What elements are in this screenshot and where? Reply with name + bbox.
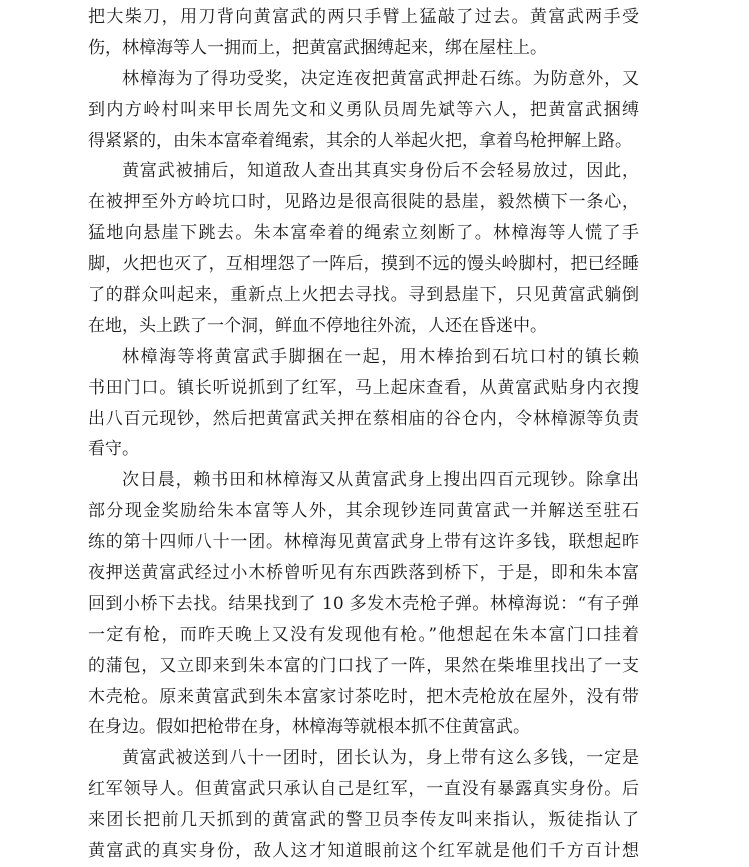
text-line-17: 部分现金奖励给朱本富等人外，其余现钞连同黄富武一并解送至驻石 bbox=[88, 501, 639, 522]
text-line-18: 练的第十四师八十一团。林樟海见黄富武身上带有这许多钱，联想起昨 bbox=[88, 532, 639, 553]
text-line-26: 红军领导人。但黄富武只承认自己是红军，一直没有暴露真实身份。后 bbox=[88, 779, 639, 800]
text-line-19: 夜押送黄富武经过小木桥曾听见有东西跌落到桥下，于是，即和朱本富 bbox=[88, 563, 639, 584]
text-line-27: 来团长把前几天抓到的黄富武的警卫员李传友叫来指认，叛徒指认了 bbox=[88, 810, 639, 831]
text-line-23: 木壳枪。原来黄富武到朱本富家讨茶吃时，把木壳枪放在屋外，没有带 bbox=[88, 686, 639, 707]
text-line-8: 猛地向悬崖下跳去。朱本富牵着的绳索立刻断了。林樟海等人慌了手 bbox=[88, 223, 639, 244]
text-line-10: 了的群众叫起来，重新点上火把去寻找。寻到悬崖下，只见黄富武躺倒 bbox=[88, 285, 639, 306]
text-line-21: 一定有枪，而昨天晚上又没有发现他有枪。”他想起在朱本富门口挂着 bbox=[88, 624, 639, 645]
text-line-2: 伤，林樟海等人一拥而上，把黄富武捆缚起来，绑在屋柱上。 bbox=[88, 37, 547, 58]
text-line-4: 到内方岭村叫来甲长周先文和义勇队员周先斌等六人，把黄富武捆缚 bbox=[88, 99, 639, 120]
text-line-16: 次日晨，赖书田和林樟海又从黄富武身上搜出四百元现钞。除拿出 bbox=[122, 470, 639, 491]
text-line-1: 把大柴刀，用刀背向黄富武的两只手臂上猛敲了过去。黄富武两手受 bbox=[88, 7, 639, 27]
text-line-5: 得紧紧的，由朱本富牵着绳索，其余的人举起火把，拿着鸟枪押解上路。 bbox=[88, 130, 632, 151]
text-line-15: 看守。 bbox=[88, 439, 139, 460]
text-line-14: 出八百元现钞，然后把黄富武关押在蔡相庙的谷仓内，令林樟源等负责 bbox=[88, 408, 639, 429]
text-line-9: 脚，火把也灭了，互相埋怨了一阵后，摸到不远的馒头岭脚村，把已经睡 bbox=[88, 254, 639, 275]
text-line-20: 回到小桥下去找。结果找到了 10 多发木壳枪子弹。林樟海说：“有子弹 bbox=[88, 593, 639, 614]
text-line-7: 在被押至外方岭坑口时，见路边是很高很陡的悬崖，毅然横下一条心， bbox=[88, 192, 639, 213]
text-line-28: 黄富武的真实身份，敌人这才知道眼前这个红军就是他们千方百计想 bbox=[88, 841, 639, 862]
text-line-22: 的蒲包，又立即来到朱本富的门口找了一阵，果然在柴堆里找出了一支 bbox=[88, 655, 639, 676]
text-line-12: 林樟海等将黄富武手脚捆在一起，用木棒抬到石坑口村的镇长赖 bbox=[122, 346, 639, 367]
text-line-3: 林樟海为了得功受奖，决定连夜把黄富武押赴石练。为防意外，又 bbox=[122, 68, 639, 89]
text-line-13: 书田门口。镇长听说抓到了红军，马上起床查看，从黄富武贴身内衣搜 bbox=[88, 377, 639, 398]
text-line-25: 黄富武被送到八十一团时，团长认为，身上带有这么多钱，一定是 bbox=[122, 748, 639, 769]
document-page bbox=[0, 2, 749, 860]
text-line-6: 黄富武被捕后，知道敌人查出其真实身份后不会轻易放过，因此， bbox=[122, 161, 639, 182]
text-line-11: 在地，头上跌了一个洞，鲜血不停地往外流，人还在昏迷中。 bbox=[88, 315, 547, 336]
text-line-24: 在身边。假如把枪带在身，林樟海等就根本抓不住黄富武。 bbox=[88, 717, 530, 738]
